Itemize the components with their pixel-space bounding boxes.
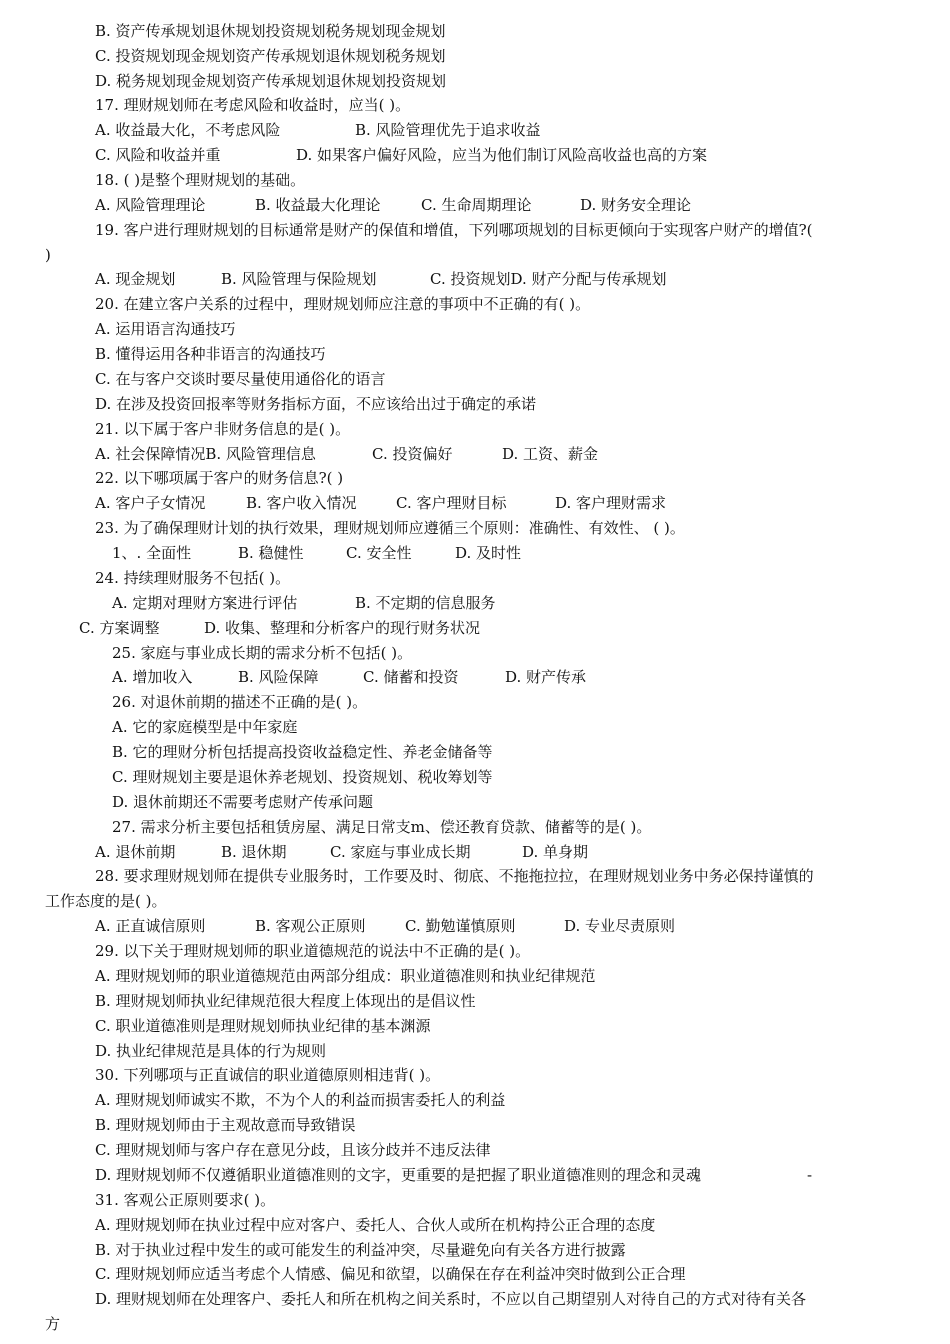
q29-option-a: A. 理财规划师的职业道德规范由两部分组成：职业道德准则和执业纪律规范: [95, 967, 596, 985]
q16-option-b: B. 资产传承规划退休规划投资规划税务规划现金规划: [95, 22, 446, 40]
q19-question-cont: ): [45, 246, 51, 264]
q21-question: 21. 以下属于客户非财务信息的是( )。: [95, 420, 351, 438]
q18-option-d: D. 财务安全理论: [580, 196, 692, 214]
q30-option-d: D. 理财规划师不仅遵循职业道德准则的文字，更重要的是把握了职业道德准则的理念和灵魂: [95, 1166, 702, 1184]
q18-option-a: A. 风险管理理论: [95, 196, 206, 214]
q19-option-b: B. 风险管理与保险规划: [221, 270, 377, 288]
q17-question: 17. 理财规划师在考虑风险和收益时，应当( )。: [95, 96, 411, 114]
q31-option-b: B. 对于执业过程中发生的或可能发生的利益冲突，尽量避免向有关各方进行披露: [95, 1241, 626, 1259]
q29-question: 29. 以下关于理财规划师的职业道德规范的说法中不正确的是( )。: [95, 942, 531, 960]
q24-question: 24. 持续理财服务不包括( )。: [95, 569, 291, 587]
q23-option-d: D. 及时性: [455, 544, 522, 562]
q18-option-b: B. 收益最大化理论: [255, 196, 381, 214]
q25-question: 25. 家庭与事业成长期的需求分析不包括( )。: [112, 644, 413, 662]
q20-option-b: B. 懂得运用各种非语言的沟通技巧: [95, 345, 326, 363]
q25-option-c: C. 储蓄和投资: [363, 668, 459, 686]
q17-option-a: A. 收益最大化，不考虑风险: [95, 121, 281, 139]
q27-option-d: D. 单身期: [522, 843, 589, 861]
q31-option-d-cont: 方: [45, 1315, 61, 1333]
q27-question: 27. 需求分析主要包括租赁房屋、满足日常支m、偿还教育贷款、储蓄等的是( )。: [112, 818, 652, 836]
q23-option-a: 1、. 全面性: [112, 544, 192, 562]
q24-option-c: C. 方案调整: [79, 619, 160, 637]
q23-option-c: C. 安全性: [346, 544, 412, 562]
q31-option-d: D. 理财规划师在处理客户、委托人和所在机构之间关系时，不应以自己期望别人对待自己的方式对待有关各: [95, 1290, 807, 1308]
q19-option-a: A. 现金规划: [95, 270, 176, 288]
stray-dash: -: [807, 1166, 813, 1184]
q27-option-a: A. 退休前期: [95, 843, 176, 861]
q29-option-c: C. 职业道德准则是理财规划师执业纪律的基本渊源: [95, 1017, 431, 1035]
q28-option-d: D. 专业尽责原则: [564, 917, 676, 935]
q25-option-a: A. 增加收入: [112, 668, 193, 686]
q25-option-d: D. 财产传承: [505, 668, 587, 686]
q30-option-a: A. 理财规划师诚实不欺，不为个人的利益而损害委托人的利益: [95, 1091, 506, 1109]
q24-option-b: B. 不定期的信息服务: [355, 594, 496, 612]
q22-option-c: C. 客户理财目标: [396, 494, 507, 512]
q31-option-c: C. 理财规划师应适当考虑个人情感、偏见和欲望，以确保在存在利益冲突时做到公正合理: [95, 1265, 686, 1283]
q28-option-b: B. 客观公正原则: [255, 917, 366, 935]
q23-option-b: B. 稳健性: [238, 544, 304, 562]
q28-option-a: A. 正直诚信原则: [95, 917, 206, 935]
q29-option-d: D. 执业纪律规范是具体的行为规则: [95, 1042, 327, 1060]
q30-question: 30. 下列哪项与正直诚信的职业道德原则相违背( )。: [95, 1066, 441, 1084]
q20-option-d: D. 在涉及投资回报率等财务指标方面，不应该给出过于确定的承诺: [95, 395, 537, 413]
q17-option-d: D. 如果客户偏好风险，应当为他们制订风险高收益也高的方案: [296, 146, 708, 164]
q21-option-c: C. 投资偏好: [372, 445, 453, 463]
q26-option-d: D. 退休前期还不需要考虑财产传承问题: [112, 793, 374, 811]
q22-option-d: D. 客户理财需求: [555, 494, 667, 512]
q18-option-c: C. 生命周期理论: [421, 196, 532, 214]
q29-option-b: B. 理财规划师执业纪律规范很大程度上体现出的是倡议性: [95, 992, 476, 1010]
q26-option-b: B. 它的理财分析包括提高投资收益稳定性、养老金储备等: [112, 743, 493, 761]
q21-option-a-b: A. 社会保障情况B. 风险管理信息: [95, 445, 316, 463]
q22-option-a: A. 客户子女情况: [95, 494, 206, 512]
q20-option-c: C. 在与客户交谈时要尽量使用通俗化的语言: [95, 370, 386, 388]
q19-option-c-d: C. 投资规划D. 财产分配与传承规划: [430, 270, 667, 288]
q30-option-b: B. 理财规划师由于主观故意而导致错误: [95, 1116, 356, 1134]
q17-option-b: B. 风险管理优先于追求收益: [355, 121, 541, 139]
q23-question: 23. 为了确保理财计划的执行效果，理财规划师应遵循三个原则：准确性、有效性、 ( )。: [95, 519, 685, 537]
q30-option-c: C. 理财规划师与客户存在意见分歧，且该分歧并不违反法律: [95, 1141, 491, 1159]
q20-option-a: A. 运用语言沟通技巧: [95, 320, 236, 338]
q18-question: 18. ( )是整个理财规划的基础。: [95, 171, 306, 189]
q28-question: 28. 要求理财规划师在提供专业服务时，工作要及时、彻底、不拖拖拉拉，在理财规划业务中务必保持谨慎的: [95, 867, 814, 885]
q27-option-c: C. 家庭与事业成长期: [330, 843, 471, 861]
q17-option-c: C. 风险和收益并重: [95, 146, 221, 164]
q20-question: 20. 在建立客户关系的过程中，理财规划师应注意的事项中不正确的有( )。: [95, 295, 591, 313]
q16-option-c: C. 投资规划现金规划资产传承规划退休规划税务规划: [95, 47, 446, 65]
q19-question: 19. 客户进行理财规划的目标通常是财产的保值和增值，下列哪项规划的目标更倾向于实现客户财产的增值?(: [95, 221, 813, 239]
q24-option-a: A. 定期对理财方案进行评估: [112, 594, 298, 612]
q21-option-d: D. 工资、薪金: [502, 445, 599, 463]
q25-option-b: B. 风险保障: [238, 668, 319, 686]
q22-option-b: B. 客户收入情况: [246, 494, 357, 512]
q22-question: 22. 以下哪项属于客户的财务信息?( ): [95, 469, 344, 487]
q28-question-cont: 工作态度的是( )。: [45, 892, 167, 910]
q26-question: 26. 对退休前期的描述不正确的是( )。: [112, 693, 368, 711]
q24-option-d: D. 收集、整理和分析客户的现行财务状况: [204, 619, 481, 637]
q27-option-b: B. 退休期: [221, 843, 287, 861]
q31-option-a: A. 理财规划师在执业过程中应对客户、委托人、合伙人或所在机构持公正合理的态度: [95, 1216, 656, 1234]
q26-option-a: A. 它的家庭模型是中年家庭: [112, 718, 298, 736]
q16-option-d: D. 税务规划现金规划资产传承规划退休规划投资规划: [95, 72, 447, 90]
q31-question: 31. 客观公正原则要求( )。: [95, 1191, 276, 1209]
q28-option-c: C. 勤勉谨慎原则: [405, 917, 516, 935]
q26-option-c: C. 理财规划主要是退休养老规划、投资规划、税收筹划等: [112, 768, 493, 786]
